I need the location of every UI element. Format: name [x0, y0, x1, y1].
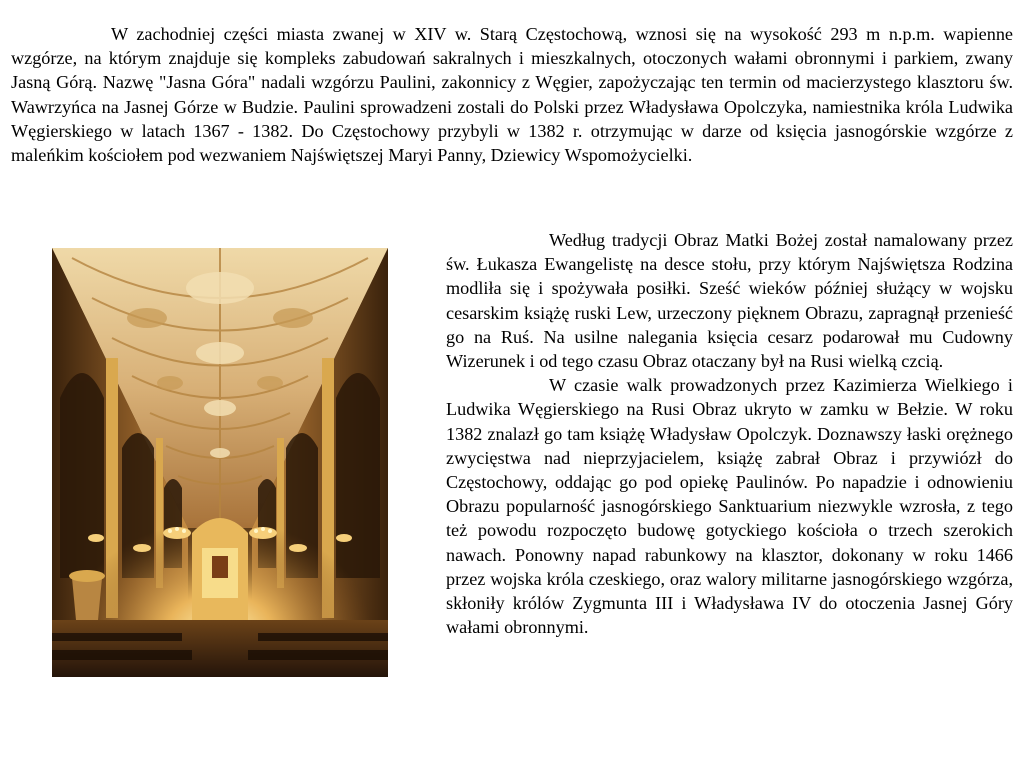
history-paragraph: W czasie walk prowadzonych przez Kazimierza Wielkiego i Ludwika Węgierskiego na Rusi Obraz ukryto w zamku w Bełzie. W roku 1382 znalazł go tam książę Władysław Opolczyk. Doznawszy łaski orężnego zwycięstwa nad nieprzyjacielem, książę zabrał Obraz i przywiózł do Częstochowy, oddając go pod opiekę Paulinów. Po napadzie i odnowieniu Obrazu popularność jasnogórskiego Sanktuarium niezwykle wzrosła, z tego też powodu rozpoczęto budowę gotyckiego kościoła o trzech szerokich nawach. Ponowny napad rabunkowy na klasztor, dokonany w roku 1466 przez wojska króla czeskiego, oraz walory militarne jasnogórskiego wzgórza, skłoniły królów Zygmunta III i Władysława IV do otoczenia Jasnej Góry wałami obronnymi.: [446, 375, 1013, 638]
right-text-column: [446, 228, 1013, 639]
tradition-paragraph: Według tradycji Obraz Matki Bożej został namalowany przez św. Łukasza Ewangelistę na desce stołu, przy którym Najświętsza Rodzina modliła się i spożywała posiłki. Sześć wieków później służący w wojsku cesarskim książę ruski Lew, urzeczony pięknem Obrazu, zapragnął przenieść go na Ruś. Na usilne nalegania księcia cesarz podarował mu Cudowny Wizerunek i od tego czasu Obraz otaczany był na Rusi wielką czcią.: [446, 230, 1013, 372]
basilica-interior-photo: [52, 248, 388, 677]
basilica-interior-illustration: [52, 248, 388, 677]
intro-paragraph: W zachodniej części miasta zwanej w XIV w. Starą Częstochową, wznosi się na wysokość 293 m n.p.m. wapienne wzgórze, na którym znajduje się kompleks zabudowań sakralnych i mieszkalnych, otoczonych wałami obronnymi i parkiem, zwany Jasną Górą. Nazwę "Jasna Góra" nadali wzgórzu Paulini, zakonnicy z Węgier, zapożyczając ten termin od macierzystego klasztoru św. Wawrzyńca na Jasnej Górze w Budzie. Paulini sprowadzeni zostali do Polski przez Władysława Opolczyka, namiestnika króla Ludwika Węgierskiego w latach 1367 - 1382. Do Częstochowy przybyli w 1382 r. otrzymując w darze od księcia jasnogórskie wzgórze z maleńkim kościołem pod wezwaniem Najświętszej Maryi Panny, Dziewicy Wspomożycielki.: [11, 24, 1013, 166]
